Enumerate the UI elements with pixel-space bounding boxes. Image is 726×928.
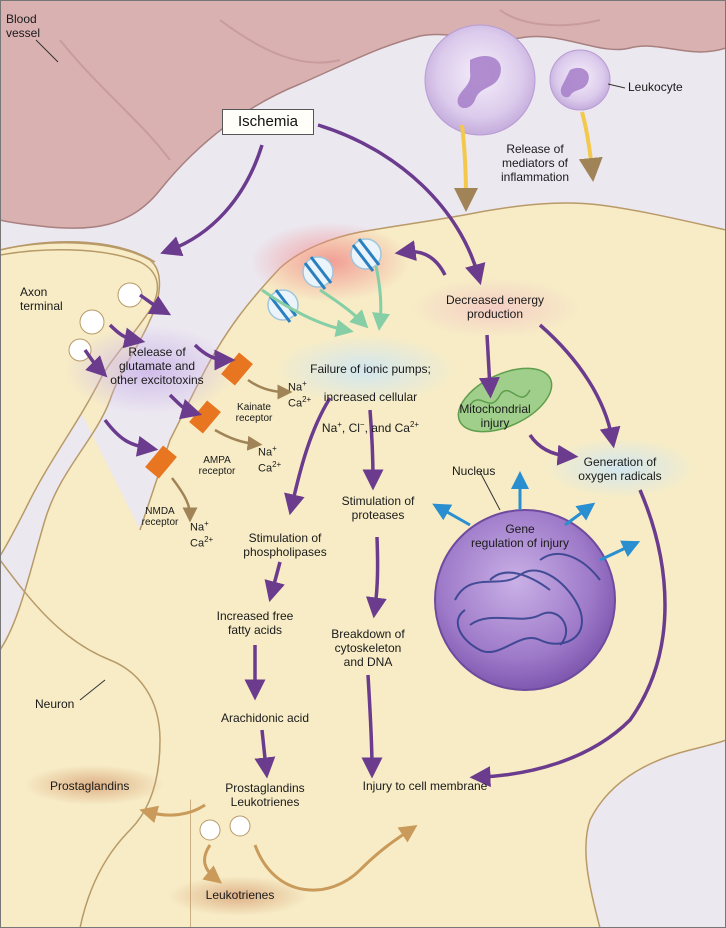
arachidonic-label: Arachidonic acid <box>220 711 310 725</box>
decreased-energy-label: Decreased energy production <box>445 293 545 321</box>
ions-ampa: Na+ $Ca^{2+}$ <box>258 444 282 475</box>
ischemia-box: Ischemia <box>222 109 314 135</box>
prostaglandins-out-label: Prostaglandins <box>50 779 130 793</box>
breakdown-label: Breakdown of cytoskeleton and DNA <box>331 627 405 669</box>
neuron-label: Neuron <box>35 697 75 711</box>
failure-pumps-line-3: Na+, Cl−, and $Ca^{2+}$ <box>321 420 420 435</box>
nmda-receptor-label: NMDA receptor <box>141 506 179 528</box>
increased-ffa-label: Increased free fatty acids <box>216 609 294 637</box>
failure-pumps-line-2: increased cellular <box>323 390 418 404</box>
blood-vessel-label: Blood vessel <box>6 12 41 40</box>
leukocyte-label: Leukocyte <box>628 80 683 94</box>
prost-leuk-label: Prostaglandins Leukotrienes <box>225 781 305 809</box>
ions-kainate: Na+ $Ca^{2+}$ <box>288 379 312 410</box>
stim-proteases-label: Stimulation of proteases <box>341 494 415 522</box>
failure-pumps-label <box>298 348 443 449</box>
nucleus-label: Nucleus <box>452 464 496 478</box>
axon-terminal-label: Axon terminal <box>20 285 63 313</box>
failure-pumps-line-1: Failure of ionic pumps; <box>310 362 431 376</box>
stim-phospholipases-label: Stimulation of phospholipases <box>243 531 327 559</box>
injury-membrane-label: Injury to cell membrane <box>362 779 488 793</box>
release-mediators-label: Release of mediators of inflammation <box>500 142 570 184</box>
ions-nmda: Na+ $Ca^{2+}$ <box>190 519 214 550</box>
generation-radicals-label: Generation of oxygen radicals <box>578 455 662 483</box>
kainate-receptor-label: Kainate receptor <box>235 402 273 424</box>
release-glutamate-label: Release of glutamate and other excitotoxins <box>110 345 204 387</box>
gene-regulation-label: Gene regulation of injury <box>470 522 570 550</box>
mito-injury-label: Mitochondrial injury <box>459 402 531 430</box>
leukotrienes-out-label: Leukotrienes <box>205 888 275 902</box>
ampa-receptor-label: AMPA receptor <box>198 455 236 477</box>
